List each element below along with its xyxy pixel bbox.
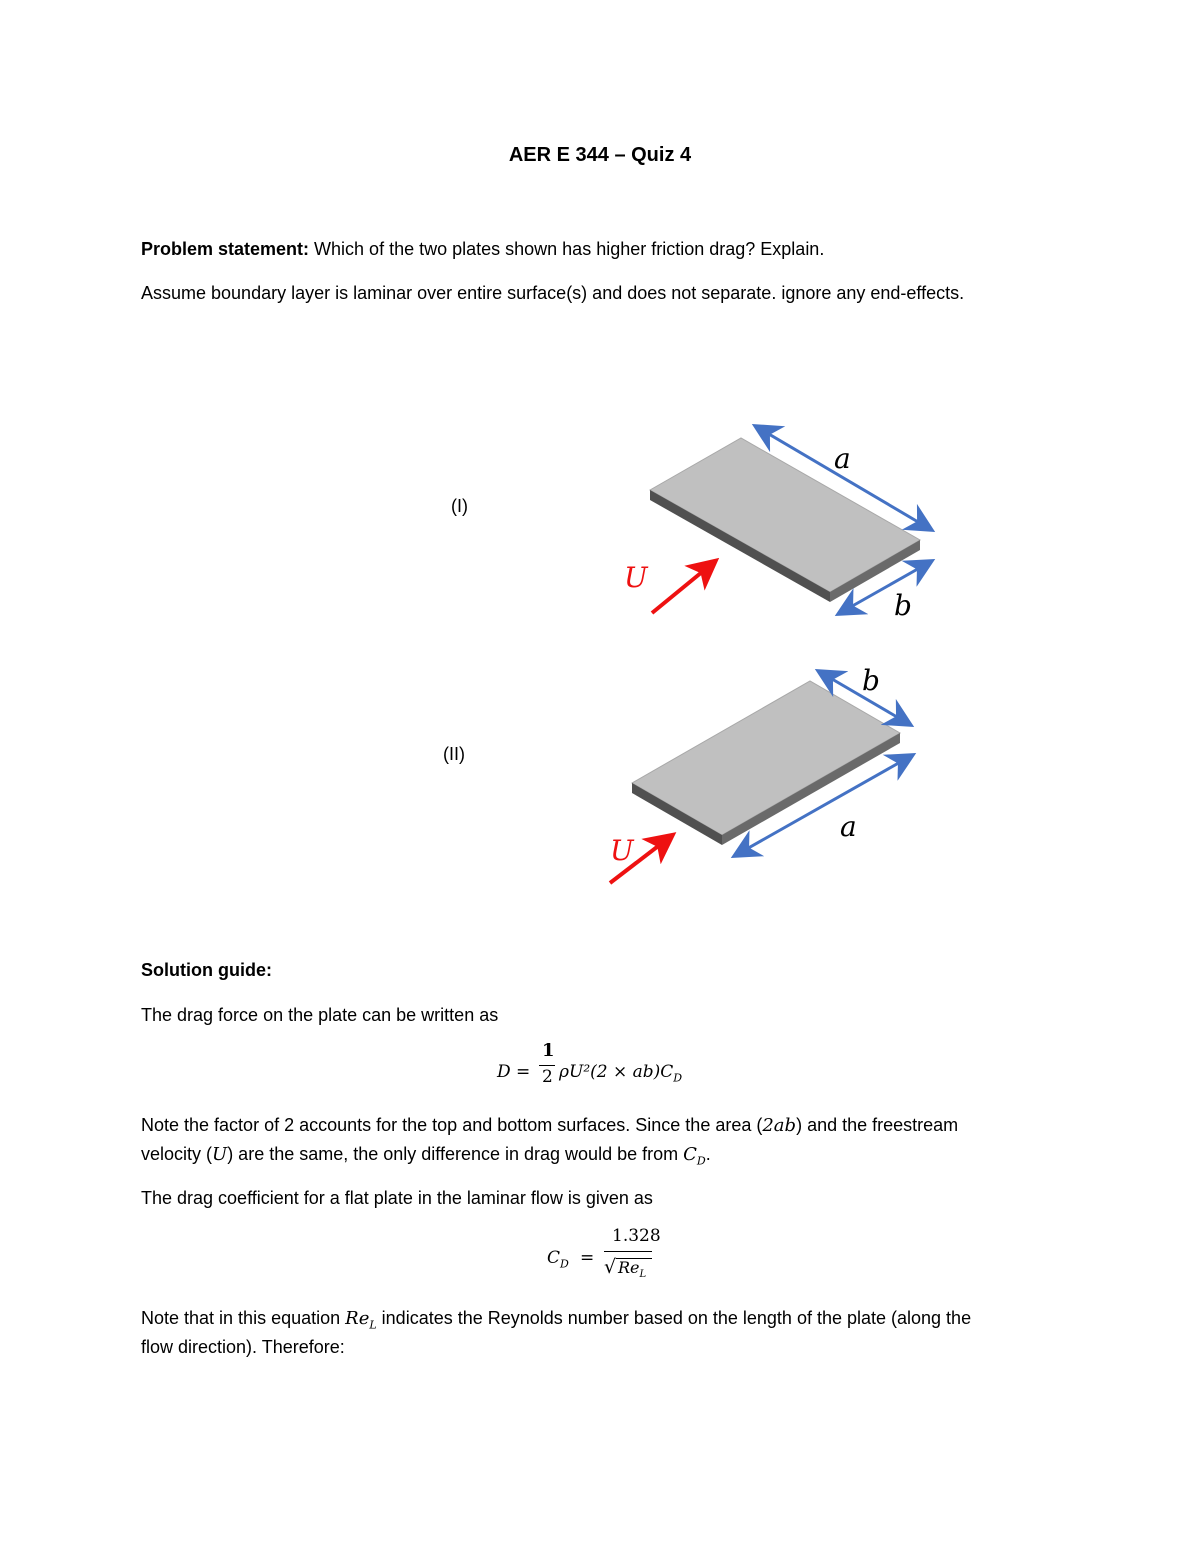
eq1-rhs (559, 1062, 682, 1084)
eq1-fraction-bar (539, 1065, 555, 1066)
plate-1 (650, 438, 920, 602)
problem-label: Problem statement: (141, 239, 310, 259)
label-a-2: a (840, 810, 857, 843)
note2-line2: flow direction). Therefore: (141, 1337, 345, 1357)
note1-line2 (141, 1140, 711, 1176)
note1-part1: Note the factor of 2 accounts for the top and bottom surfaces. Since the area ( (141, 1115, 763, 1135)
note2-part1: Note that in this equation (141, 1308, 346, 1328)
velocity-arrow-1 (652, 563, 713, 613)
eq1-rhs-sub: D (673, 1071, 683, 1085)
drag-equation (497, 1040, 717, 1100)
note2-part2: indicates the Reynolds number based on the length of the plate (along the (376, 1308, 972, 1328)
note1-line2-part1: velocity ( (141, 1144, 213, 1164)
eq2-lhs-text: C (547, 1248, 561, 1268)
cd-intro: The drag coefficient for a flat plate in the laminar flow is given as (141, 1188, 653, 1208)
eq2-equals: = (580, 1248, 595, 1268)
note1-vel: U (212, 1144, 228, 1165)
plate-2 (632, 681, 900, 845)
eq2-den-sub: L (639, 1269, 647, 1281)
eq2-lhs-sub: D (560, 1257, 569, 1271)
label-u-2: U (610, 834, 634, 867)
eq2-den-text: Re (618, 1258, 640, 1277)
label-u-1: U (624, 561, 648, 594)
problem-assumption: Assume boundary layer is laminar over entire surface(s) and does not separate. ignore any end-effects. (141, 283, 965, 303)
label-b-2: b (862, 664, 880, 697)
eq1-denominator: 2 (542, 1067, 553, 1087)
note1-cd: C (683, 1144, 697, 1165)
label-b-1: b (894, 589, 912, 622)
label-a-1: a (834, 442, 851, 475)
eq2-numerator: 1.328 (612, 1226, 661, 1246)
page-title: AER E 344 – Quiz 4 (508, 144, 692, 166)
cd-equation (547, 1224, 667, 1286)
note1-line1 (141, 1111, 958, 1140)
note1-part2: ) and the freestream (796, 1115, 959, 1135)
case1-label: (I) (451, 496, 468, 516)
eq1-lhs: D = (497, 1062, 531, 1082)
eq2-denominator (618, 1258, 646, 1280)
problem-question: Which of the two plates shown has higher friction drag? Explain. (309, 239, 825, 259)
note1-end: . (705, 1144, 711, 1164)
solution-intro: The drag force on the plate can be written as (141, 1005, 499, 1025)
note1-line2-part2: ) are the same, the only difference in drag would be from (227, 1144, 684, 1164)
note2-re-sub: L (369, 1318, 377, 1332)
eq2-fraction-bar (604, 1251, 652, 1252)
eq1-numerator: 1 (542, 1040, 555, 1061)
eq1-rhs-text: ρU²(2 × ab)C (559, 1062, 674, 1082)
eq2-lhs (547, 1248, 569, 1270)
note2-re: Re (345, 1308, 370, 1329)
sqrt-icon: √ (604, 1256, 617, 1278)
note1-cd-sub: D (696, 1154, 706, 1168)
case2-label: (II) (443, 744, 465, 764)
note1-area: 2ab (762, 1115, 797, 1136)
solution-heading: Solution guide: (141, 960, 272, 980)
